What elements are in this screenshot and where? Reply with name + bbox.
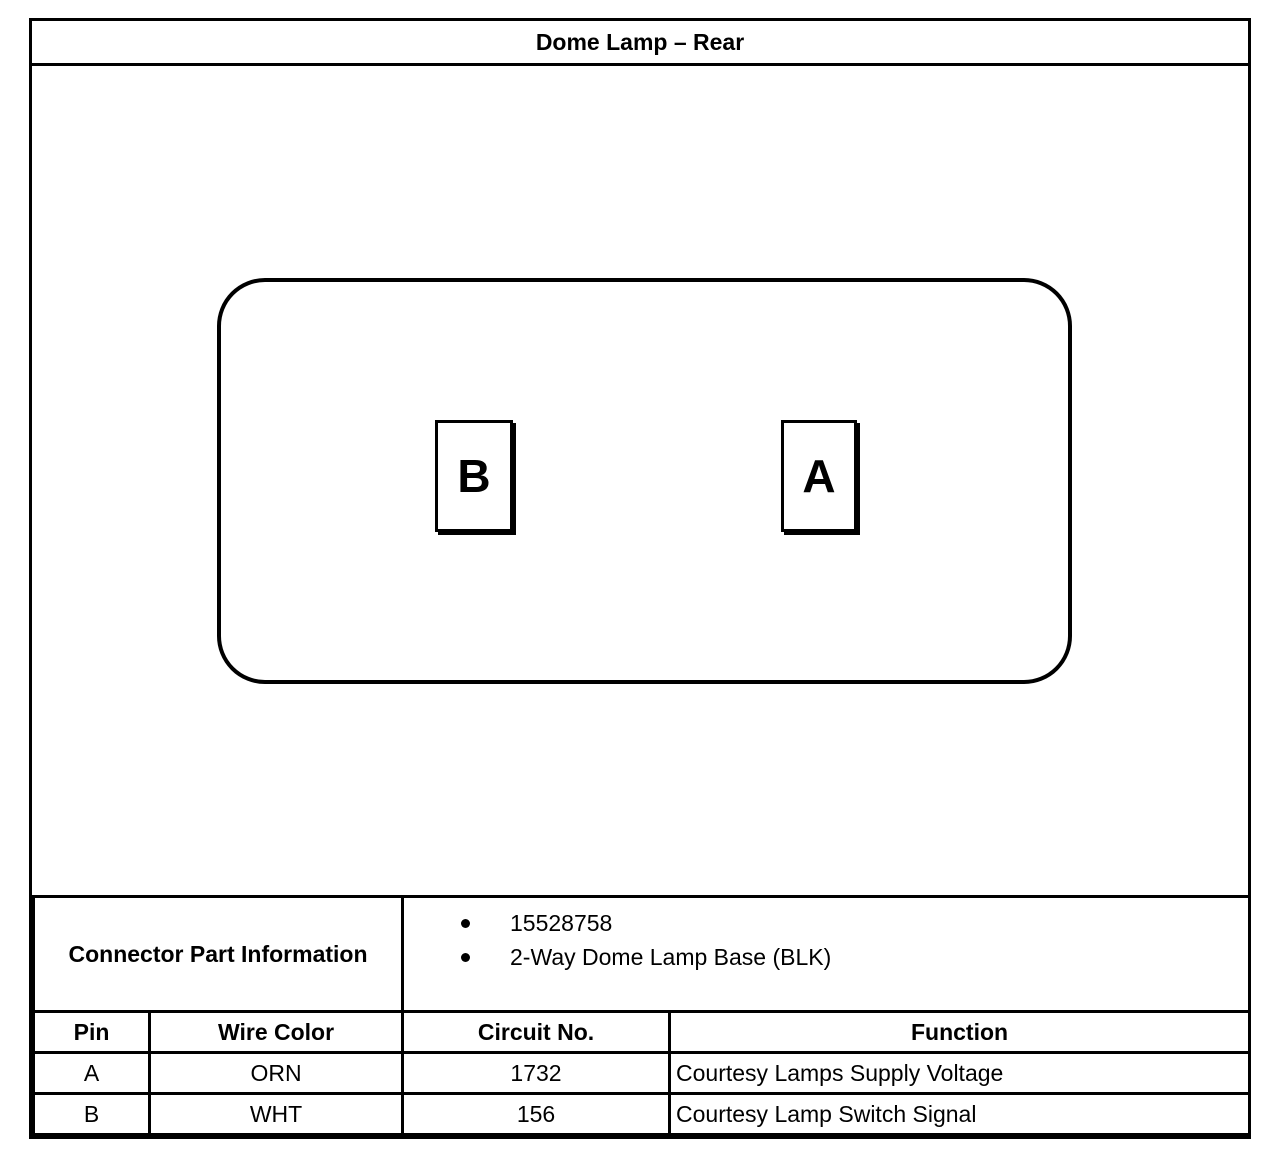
circuit-no-cell: 1732 — [403, 1053, 670, 1094]
table-row — [34, 1094, 1250, 1135]
part-description: 2-Way Dome Lamp Base (BLK) — [404, 942, 1248, 976]
table-row — [34, 1053, 1250, 1094]
page-title: Dome Lamp – Rear — [32, 21, 1248, 66]
pin-cell: B — [34, 1094, 150, 1135]
circuit-no-cell: 156 — [403, 1094, 670, 1135]
pinout-table — [32, 895, 1251, 1136]
part-info-label: Connector Part Information — [34, 897, 403, 1012]
connector-diagram — [32, 66, 1248, 898]
header-function: Function — [670, 1012, 1250, 1053]
wire-color-cell: ORN — [150, 1053, 403, 1094]
part-info-list — [403, 897, 1250, 1012]
header-wire-color: Wire Color — [150, 1012, 403, 1053]
part-info-row — [34, 897, 1250, 1012]
cavity-a: A — [781, 420, 857, 532]
table-header-row — [34, 1012, 1250, 1053]
header-pin: Pin — [34, 1012, 150, 1053]
pin-cell: A — [34, 1053, 150, 1094]
connector-face — [217, 278, 1072, 684]
function-cell: Courtesy Lamps Supply Voltage — [670, 1053, 1250, 1094]
function-cell: Courtesy Lamp Switch Signal — [670, 1094, 1250, 1135]
header-circuit-no: Circuit No. — [403, 1012, 670, 1053]
cavity-b: B — [435, 420, 513, 532]
connector-sheet — [29, 18, 1251, 1139]
part-number: 15528758 — [404, 908, 1248, 942]
wire-color-cell: WHT — [150, 1094, 403, 1135]
